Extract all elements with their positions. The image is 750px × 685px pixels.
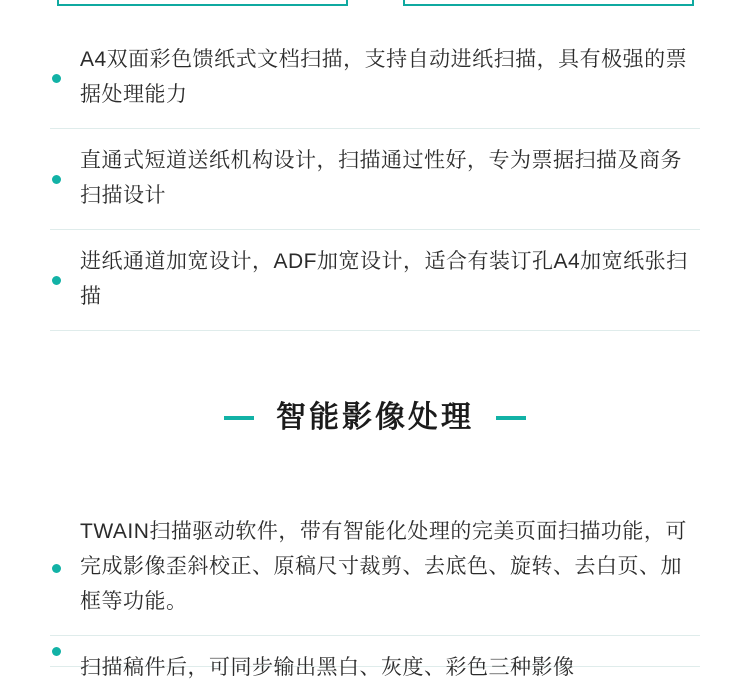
top-box-right xyxy=(403,0,694,6)
feature-list-top xyxy=(50,28,700,331)
feature-text: A4双面彩色馈纸式文档扫描，支持自动进纸扫描，具有极强的票据处理能力 xyxy=(80,48,688,106)
dash-left-icon xyxy=(224,416,254,420)
bullet-dot-icon xyxy=(52,74,61,83)
section-heading xyxy=(0,396,750,440)
feature-text: 扫描稿件后，可同步输出黑白、灰度、彩色三种影像 xyxy=(80,656,575,679)
feature-text: 直通式短道送纸机构设计，扫描通过性好，专为票据扫描及商务扫描设计 xyxy=(80,149,682,207)
list-item xyxy=(50,230,700,331)
bullet-dot-icon xyxy=(52,564,61,573)
section-title: 智能影像处理 xyxy=(276,401,474,434)
top-box-left xyxy=(57,0,348,6)
dash-right-icon xyxy=(496,416,526,420)
bullet-dot-icon xyxy=(52,175,61,184)
feature-list-bottom xyxy=(50,500,700,679)
list-item xyxy=(50,28,700,129)
top-partial-boxes xyxy=(0,0,750,8)
bullet-dot-icon xyxy=(52,276,61,285)
bullet-dot-icon xyxy=(52,647,61,656)
feature-text: TWAIN扫描驱动软件，带有智能化处理的完美页面扫描功能，可完成影像歪斜校正、原稿尺寸裁剪、去底色、旋转、去白页、加框等功能。 xyxy=(80,520,687,613)
list-item xyxy=(50,500,700,636)
feature-text: 进纸通道加宽设计，ADF加宽设计，适合有装订孔A4加宽纸张扫描 xyxy=(80,250,688,308)
list-item xyxy=(50,636,700,679)
list-item xyxy=(50,129,700,230)
